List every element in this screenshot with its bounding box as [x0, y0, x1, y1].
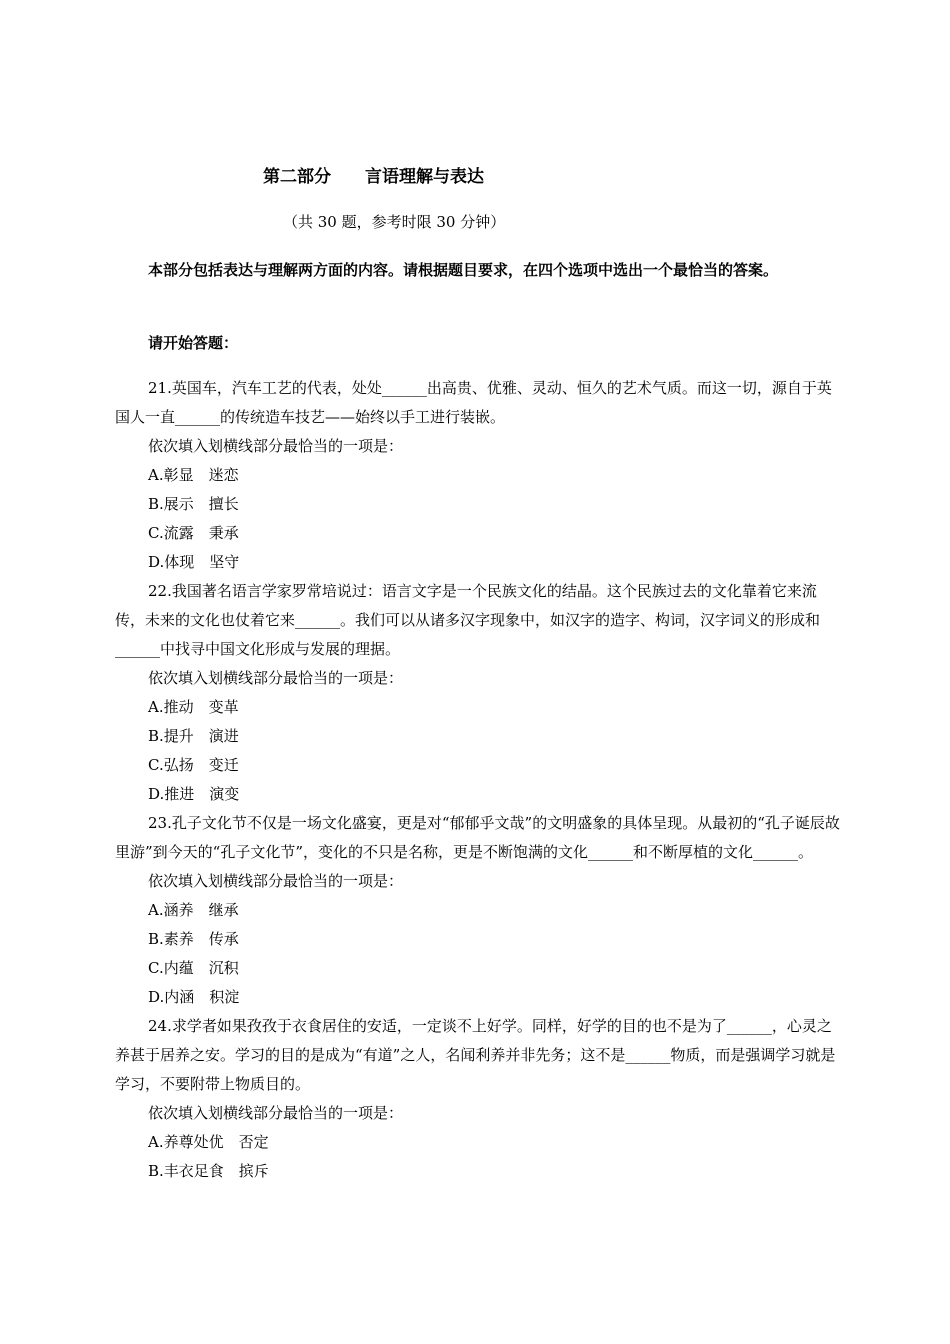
section-subtitle: （共 30 题，参考时限 30 分钟） — [283, 213, 506, 231]
question-stem: 22.我国著名语言学家罗常培说过：语言文字是一个民族文化的结晶。这个民族过去的文化靠着它来流传，未来的文化也仗着它来______。我们可以从诸多汉字现象中，如汉字的造字、构词，汉字词义的形成和______中找寻中国文化形成与发展的理据。 — [115, 582, 821, 658]
option-list — [115, 1128, 841, 1186]
start-instruction: 请开始答题： — [148, 334, 239, 352]
section-intro: 本部分包括表达与理解两方面的内容。请根据题目要求，在四个选项中选出一个最恰当的答案。 — [148, 261, 779, 279]
option: B.素养 传承 — [148, 930, 239, 948]
option: D.内涵 积淀 — [148, 988, 240, 1006]
option-list — [115, 896, 841, 1012]
option: A.彰显 迷恋 — [148, 466, 239, 484]
question-list — [115, 374, 841, 1186]
question — [115, 374, 841, 577]
option-list — [115, 461, 841, 577]
question — [115, 1012, 841, 1186]
option: A.涵养 继承 — [148, 901, 239, 919]
option: C.弘扬 变迁 — [148, 756, 239, 774]
question — [115, 809, 841, 1012]
option: D.体现 坚守 — [148, 553, 240, 571]
question-stem: 21.英国车，汽车工艺的代表，处处______出高贵、优雅、灵动、恒久的艺术气质。而这一切，源自于英国人一直______的传统造车技艺——始终以手工进行装嵌。 — [115, 379, 832, 426]
option: D.推进 演变 — [148, 785, 240, 803]
option: B.展示 擅长 — [148, 495, 239, 513]
option: C.流露 秉承 — [148, 524, 239, 542]
option-list — [115, 693, 841, 809]
question-prompt: 依次填入划横线部分最恰当的一项是： — [148, 669, 404, 687]
question-prompt: 依次填入划横线部分最恰当的一项是： — [148, 1104, 404, 1122]
option: A.养尊处优 否定 — [148, 1133, 269, 1151]
question-stem: 23.孔子文化节不仅是一场文化盛宴，更是对“郁郁乎文哉”的文明盛象的具体呈现。从最初的“孔子诞辰故里游”到今天的“孔子文化节”，变化的不只是名称，更是不断饱满的文化______和不断厚植的文化______。 — [115, 814, 840, 861]
question-prompt: 依次填入划横线部分最恰当的一项是： — [148, 437, 404, 455]
option: B.丰衣足食 摈斥 — [148, 1162, 269, 1180]
question-stem: 24.求学者如果孜孜于衣食居住的安适，一定谈不上好学。同样，好学的目的也不是为了______，心灵之养甚于居养之安。学习的目的是成为“有道”之人，名闻利养并非先务；这不是______物质，而是强调学习就是学习，不要附带上物质目的。 — [115, 1017, 836, 1093]
question — [115, 577, 841, 809]
option: C.内蕴 沉积 — [148, 959, 239, 977]
section-title: 第二部分 言语理解与表达 — [263, 167, 484, 187]
option: A.推动 变革 — [148, 698, 239, 716]
option: B.提升 演进 — [148, 727, 239, 745]
question-prompt: 依次填入划横线部分最恰当的一项是： — [148, 872, 404, 890]
